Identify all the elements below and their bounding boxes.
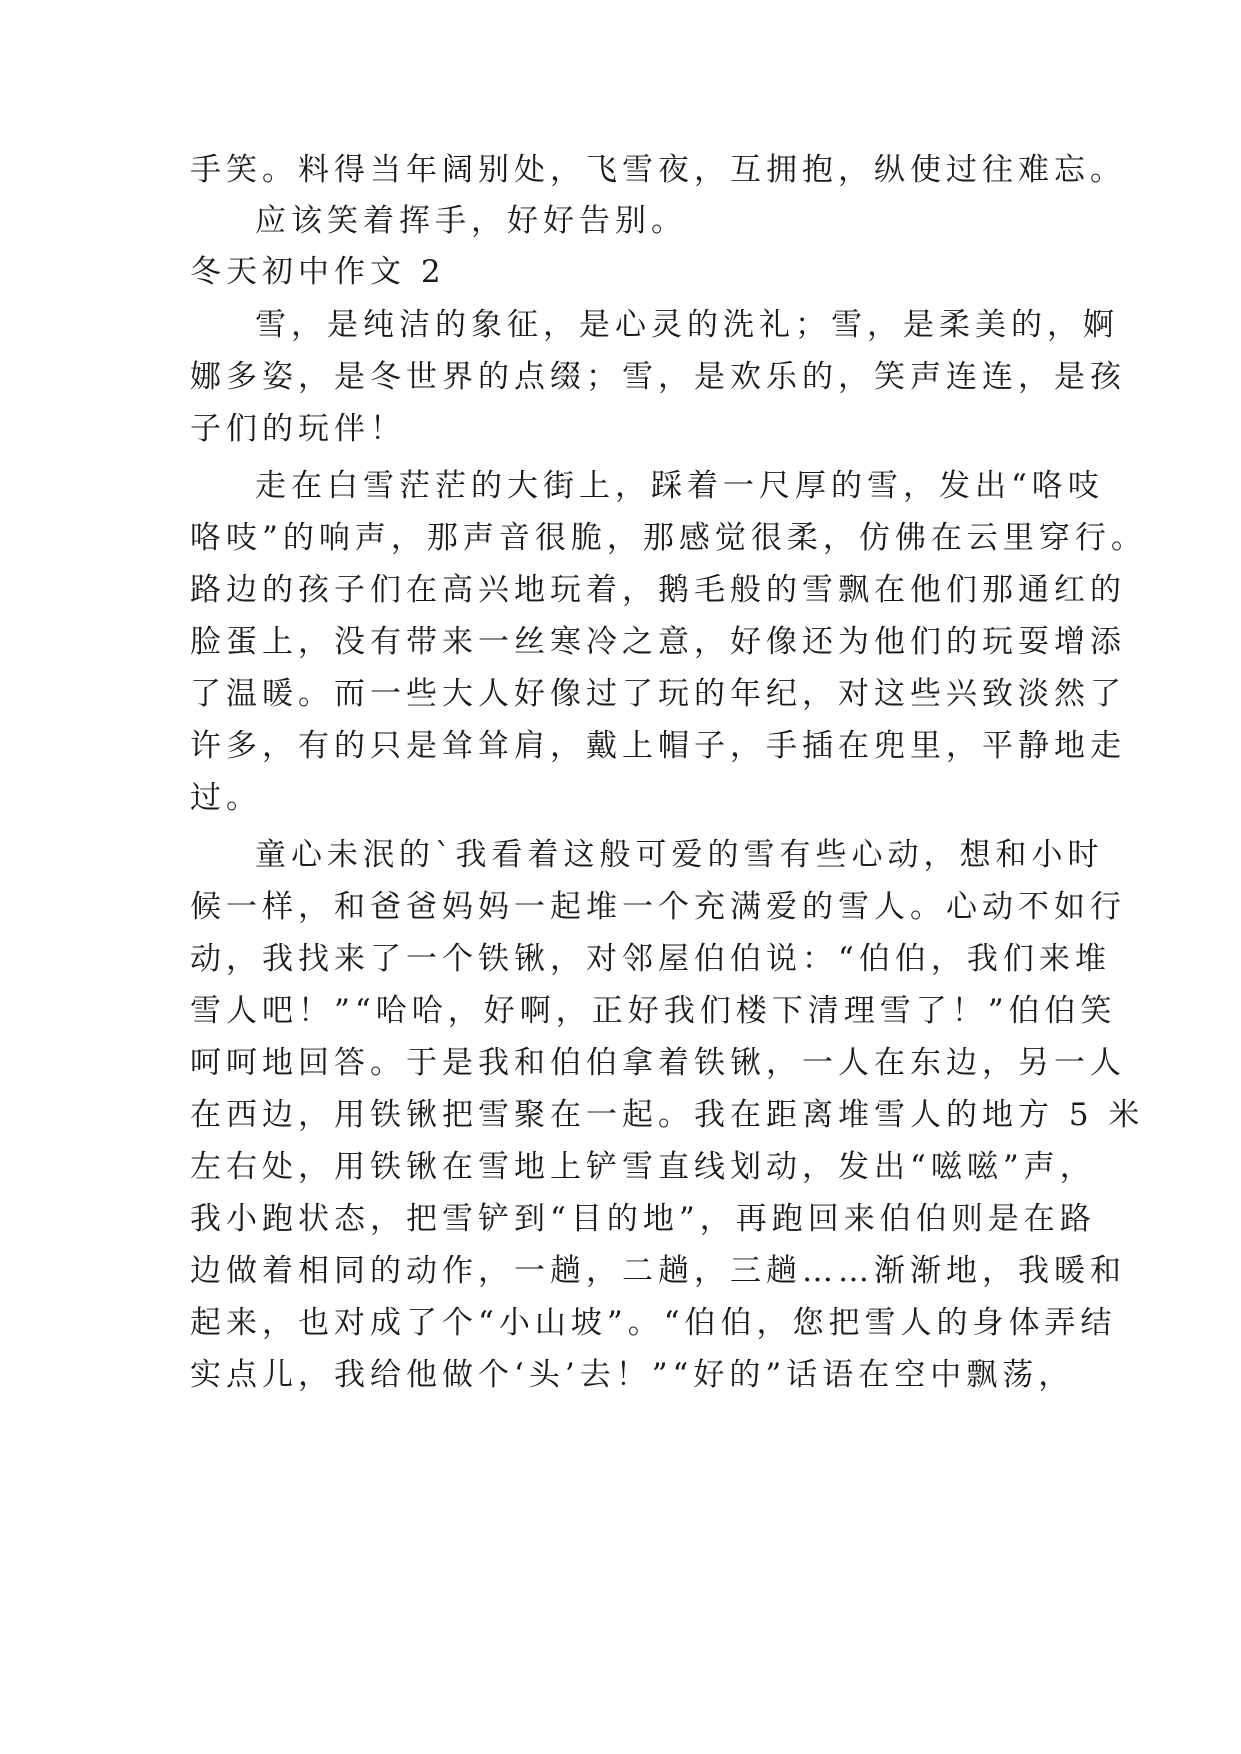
paragraph-line: 路边的孩子们在高兴地玩着，鹅毛般的雪飘在他们那通红的 bbox=[190, 572, 1126, 608]
paragraph-line: 起来，也对成了个“小山坡”。“伯伯，您把雪人的身体弄结 bbox=[190, 1305, 1117, 1341]
paragraph-line: 了温暖。而一些大人好像过了玩的年纪，对这些兴致淡然了 bbox=[190, 676, 1126, 712]
paragraph-line: 过。 bbox=[190, 780, 262, 816]
paragraph-line: 咯吱”的响声，那声音很脆，那感觉很柔，仿佛在云里穿行。 bbox=[190, 520, 1147, 556]
paragraph-line: 呵呵地回答。于是我和伯伯拿着铁锹，一人在东边，另一人 bbox=[190, 1045, 1126, 1081]
paragraph-line: 脸蛋上，没有带来一丝寒冷之意，好像还为他们的玩耍增添 bbox=[190, 624, 1126, 660]
paragraph-line: 应该笑着挥手，好好告别。 bbox=[255, 203, 687, 239]
section-heading: 冬天初中作文 2 bbox=[190, 254, 446, 290]
paragraph-line: 动，我找来了一个铁锹，对邻屋伯伯说：“伯伯，我们来堆 bbox=[190, 941, 1111, 977]
paragraph-line: 娜多姿，是冬世界的点缀；雪，是欢乐的，笑声连连，是孩 bbox=[190, 359, 1126, 395]
paragraph-line: 许多，有的只是耸耸肩，戴上帽子，手插在兜里，平静地走 bbox=[190, 728, 1126, 764]
paragraph-line: 候一样，和爸爸妈妈一起堆一个充满爱的雪人。心动不如行 bbox=[190, 889, 1126, 925]
paragraph-line: 手笑。料得当年阔别处，飞雪夜，互拥抱，纵使过往难忘。 bbox=[190, 152, 1126, 188]
paragraph-line: 童心未泯的`我看着这般可爱的雪有些心动，想和小时 bbox=[255, 837, 1104, 873]
paragraph-line: 雪人吧！”“哈哈，好啊，正好我们楼下清理雪了！”伯伯笑 bbox=[190, 993, 1117, 1029]
paragraph-line: 我小跑状态，把雪铲到“目的地”，再跑回来伯伯则是在路 bbox=[190, 1201, 1096, 1237]
paragraph-line: 走在白雪茫茫的大街上，踩着一尺厚的雪，发出“咯吱 bbox=[255, 468, 1104, 504]
paragraph-line: 在西边，用铁锹把雪聚在一起。我在距离堆雪人的地方 5 米 bbox=[190, 1097, 1145, 1133]
paragraph-line: 实点儿，我给他做个‘头’去！”“好的”话语在空中飘荡， bbox=[190, 1357, 1075, 1393]
paragraph-line: 雪，是纯洁的象征，是心灵的洗礼；雪，是柔美的，婀 bbox=[255, 307, 1119, 343]
paragraph-line: 子们的玩伴！ bbox=[190, 411, 406, 447]
paragraph-line: 左右处，用铁锹在雪地上铲雪直线划动，发出“嗞嗞”声， bbox=[190, 1149, 1096, 1185]
paragraph-line: 边做着相同的动作，一趟，二趟，三趟……渐渐地，我暖和 bbox=[190, 1253, 1126, 1289]
